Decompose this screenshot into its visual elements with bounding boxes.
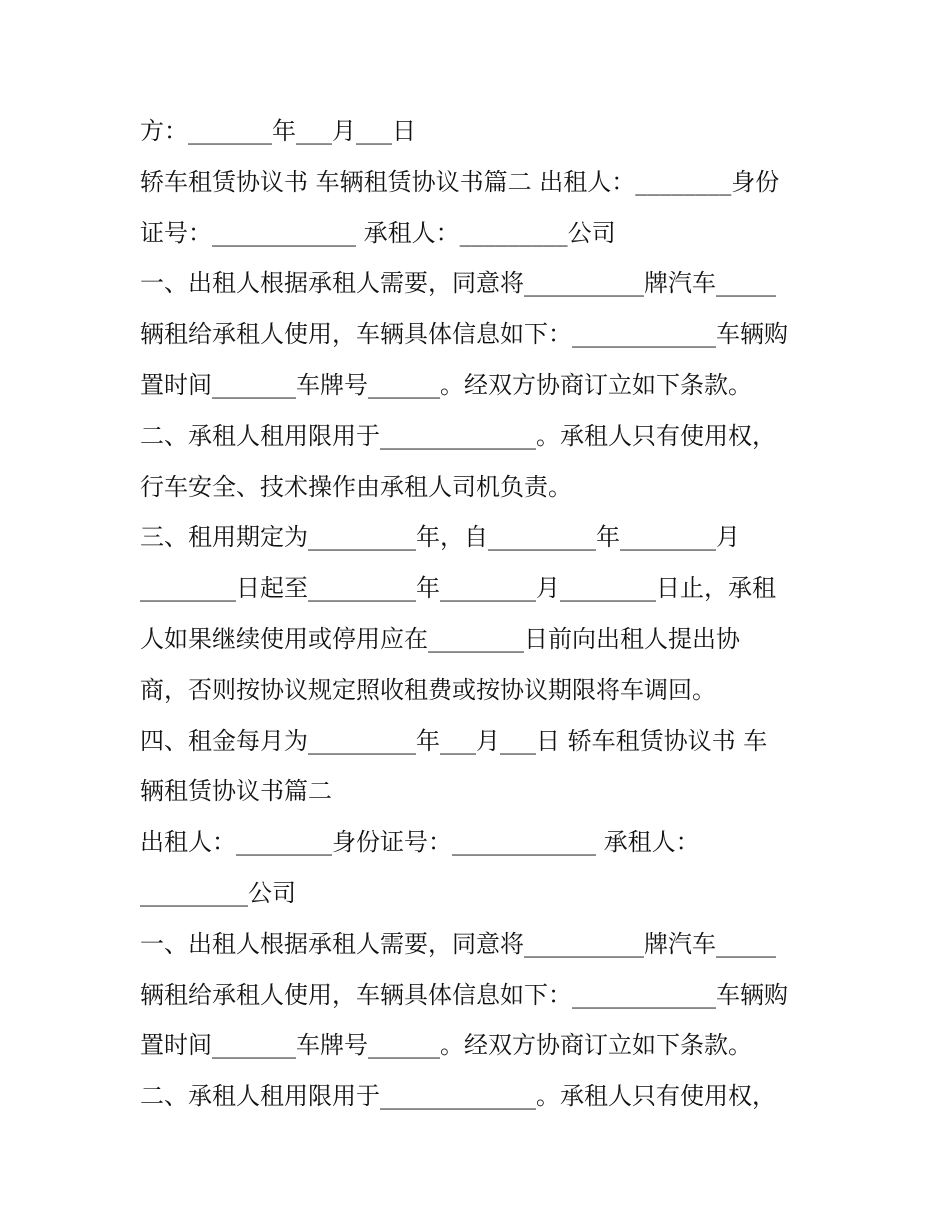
text-line-9: 三、租用期定为_________年，自_________年________月 xyxy=(140,523,740,552)
text-line-8: 行车安全、技术操作由承租人司机负责。 xyxy=(140,472,572,501)
text-line-5: 辆租给承租人使用，车辆具体信息如下：____________车辆购 xyxy=(140,320,788,349)
text-line-13: 四、租金每月为_________年___月___日 轿车租赁协议书 车 xyxy=(140,726,768,755)
text-line-20: 二、承租人租用限用于_____________。承租人只有使用权， xyxy=(140,1082,776,1111)
text-line-3: 证号：____________ 承租人：_________公司 xyxy=(140,218,616,247)
text-line-10: ________日起至_________年________月________日止，承租 xyxy=(140,574,776,603)
text-line-11: 人如果继续使用或停用应在________日前向出租人提出协 xyxy=(140,624,740,653)
text-line-6: 置时间_______车牌号______。经双方协商订立如下条款。 xyxy=(140,370,752,399)
text-line-17: 一、出租人根据承租人需要，同意将__________牌汽车_____ xyxy=(140,929,776,958)
text-line-18: 辆租给承租人使用，车辆具体信息如下：____________车辆购 xyxy=(140,980,788,1009)
text-line-4: 一、出租人根据承租人需要，同意将__________牌汽车_____ xyxy=(140,269,776,298)
document-body xyxy=(140,106,820,1122)
text-line-2: 轿车租赁协议书 车辆租赁协议书篇二 出租人：________身份 xyxy=(140,167,780,196)
text-line-14: 辆租赁协议书篇二 xyxy=(140,777,332,806)
text-line-1: 方：_______年___月___日 xyxy=(140,117,416,145)
text-line-7: 二、承租人租用限用于_____________。承租人只有使用权， xyxy=(140,421,776,450)
text-line-12: 商，否则按协议规定照收租费或按协议期限将车调回。 xyxy=(140,675,716,704)
text-line-15: 出租人：________身份证号：____________ 承租人： xyxy=(140,828,700,857)
text-line-16: _________公司 xyxy=(140,878,296,907)
text-line-19: 置时间_______车牌号______。经双方协商订立如下条款。 xyxy=(140,1031,752,1060)
